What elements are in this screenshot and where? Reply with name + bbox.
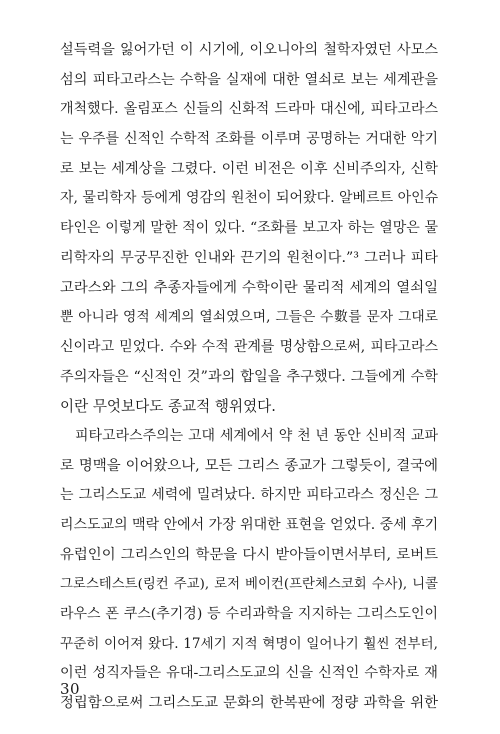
text-line: 타인은 이렇게 말한 적이 있다. “조화를 보고자 하는 열망은 물 [60, 220, 438, 237]
text-line: 고라스와 그의 추종자들에게 수학이란 물리적 세계의 열쇠일 [60, 279, 438, 296]
text-line: 신이라고 믿었다. 수와 수적 관계를 명상함으로써, 피타고라스 [60, 338, 438, 355]
text-line: 이런 성직자들은 유대-그리스도교의 신을 신적인 수학자로 재 [60, 665, 438, 682]
text-line: 는 우주를 신적인 수학적 조화를 이루며 공명하는 거대한 악기 [60, 131, 438, 148]
text-line: 피타고라스주의는 고대 세계에서 약 천 년 동안 신비적 교파 [75, 427, 438, 444]
body-text [60, 36, 438, 719]
text-line: 정립함으로써 그리스도교 문화의 한복판에 정량 과학을 위한 [60, 695, 438, 712]
text-line: 이란 무엇보다도 종교적 행위였다. [60, 398, 276, 416]
text-line: 유럽인이 그리스인의 학문을 다시 받아들이면서부터, 로버트 [60, 546, 438, 563]
text-line: 개척했다. 올림포스 신들의 신화적 드라마 대신에, 피타고라스 [60, 101, 438, 118]
text-line: 뿐 아니라 영적 세계의 열쇠였으며, 그들은 수數를 문자 그대로 [60, 309, 438, 326]
text-line: 로 보는 세계상을 그렸다. 이런 비전은 이후 신비주의자, 신학 [60, 160, 438, 177]
paragraph-1 [60, 36, 438, 422]
text-line: 리스도교의 맥락 안에서 가장 위대한 표현을 얻었다. 중세 후기 [60, 517, 439, 533]
text-line: 는 그리스도교 세력에 밀려났다. 하지만 피타고라스 정신은 그 [60, 487, 438, 504]
text-line: 그로스테스트(링컨 주교), 로저 베이컨(프란체스코회 수사), 니콜 [60, 577, 438, 593]
text-line: 설득력을 잃어가던 이 시기에, 이오니아의 철학자였던 사모스 [60, 42, 438, 58]
page-number: 30 [60, 680, 81, 698]
text-line: 주의자들은 “신적인 것”과의 합일을 추구했다. 그들에게 수학 [60, 368, 438, 385]
text-line: 꾸준히 이어져 왔다. 17세기 지적 혁명이 일어나기 훨씬 전부터, [60, 635, 438, 652]
text-line: 리학자의 무궁무진한 인내와 끈기의 원천이다.”³ 그러나 피타 [60, 249, 438, 266]
text-line: 라우스 폰 쿠스(추기경) 등 수리과학을 지지하는 그리스도인이 [60, 606, 438, 623]
text-line: 섬의 피타고라스는 수학을 실재에 대한 열쇠로 보는 세계관을 [60, 71, 438, 88]
text-line: 자, 물리학자 등에게 영감의 원천이 되어왔다. 알베르트 아인슈 [60, 190, 439, 207]
paragraph-2 [60, 422, 438, 719]
text-line: 로 명맥을 이어왔으나, 모든 그리스 종교가 그렇듯이, 결국에 [60, 457, 438, 474]
